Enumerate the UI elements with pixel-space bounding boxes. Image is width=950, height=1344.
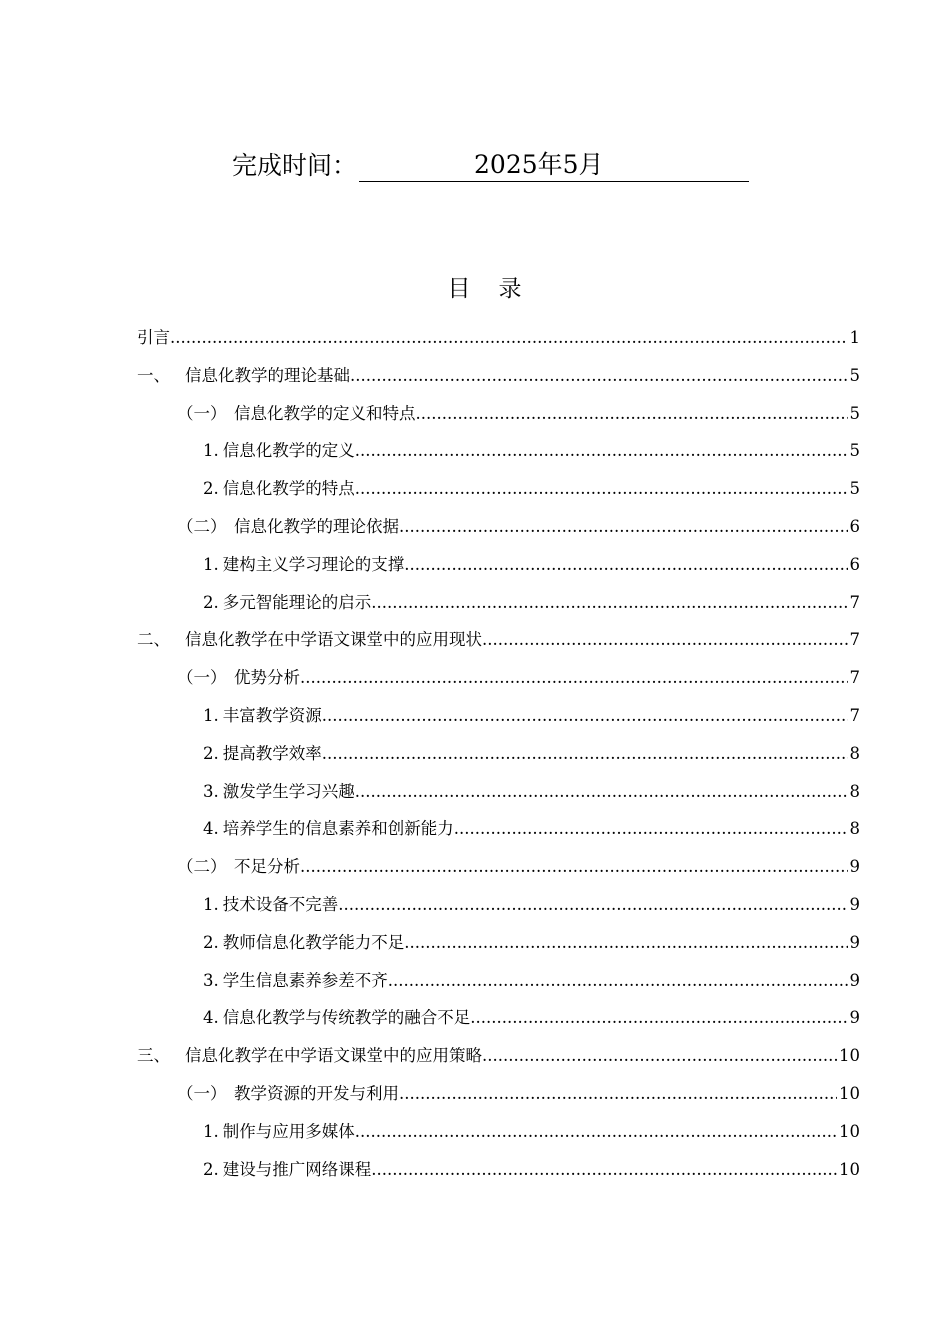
toc-entry-title: 信息化教学的特点 — [222, 479, 355, 499]
toc-entry[interactable] — [137, 817, 860, 855]
completion-time-value: 2025年5月 — [359, 149, 749, 182]
toc-leader-dots — [355, 1120, 837, 1144]
toc-entry[interactable] — [137, 553, 860, 591]
toc-entry[interactable] — [137, 326, 860, 364]
toc-entry[interactable] — [137, 780, 860, 818]
toc-entry-page: 6 — [849, 554, 860, 574]
toc-entry-number: 2. — [203, 932, 219, 952]
toc-entry-page: 5 — [849, 479, 860, 499]
toc-entry-number: 1. — [203, 705, 219, 725]
toc-leader-dots — [399, 515, 848, 539]
toc-entry-title: 多元智能理论的启示 — [222, 592, 372, 612]
toc-entry-title: 信息化教学的理论基础 — [185, 365, 350, 385]
toc-entry-page: 7 — [849, 668, 860, 688]
toc-entry-number: 1. — [203, 441, 219, 461]
toc-entry-page: 7 — [849, 705, 860, 725]
toc-entry-title: 信息化教学与传统教学的融合不足 — [222, 1008, 471, 1028]
toc-leader-dots — [300, 666, 848, 690]
toc-entry-page: 8 — [849, 743, 860, 763]
toc-entry-number: 2. — [203, 479, 219, 499]
toc-entry-number: 4. — [203, 819, 219, 839]
toc-entry-number: （一） — [177, 668, 227, 688]
toc-entry-page: 10 — [839, 1046, 860, 1066]
toc-entry-page: 9 — [849, 932, 860, 952]
toc-leader-dots — [399, 1082, 837, 1106]
toc-leader-dots — [355, 780, 848, 804]
toc-entry-page: 9 — [849, 1008, 860, 1028]
toc-leader-dots — [470, 1006, 847, 1030]
toc-entry[interactable] — [137, 1044, 860, 1082]
toc-entry[interactable] — [137, 969, 860, 1007]
toc-entry-title: 信息化教学的理论依据 — [234, 516, 399, 536]
toc-entry-title: 制作与应用多媒体 — [222, 1121, 355, 1141]
toc-entry[interactable] — [137, 855, 860, 893]
toc-entry[interactable] — [137, 1082, 860, 1120]
toc-entry-title: 建构主义学习理论的支撑 — [222, 554, 405, 574]
toc-entry-title: 信息化教学在中学语文课堂中的应用现状 — [185, 630, 482, 650]
toc-entry[interactable] — [137, 704, 860, 742]
toc-entry-page: 9 — [849, 894, 860, 914]
toc-entry-page: 10 — [839, 1083, 860, 1103]
toc-entry-title: 提高教学效率 — [222, 743, 322, 763]
toc-entry-title: 培养学生的信息素养和创新能力 — [222, 819, 454, 839]
toc-entry-title: 建设与推广网络课程 — [222, 1159, 372, 1179]
toc-leader-dots — [404, 931, 847, 955]
toc-entry-title: 优势分析 — [234, 668, 300, 688]
toc-entry[interactable] — [137, 931, 860, 969]
toc-entry[interactable] — [137, 1120, 860, 1158]
toc-entry-page: 7 — [849, 630, 860, 650]
toc-entry[interactable] — [137, 364, 860, 402]
toc-entry-title: 信息化教学的定义和特点 — [234, 403, 416, 423]
toc-entry[interactable] — [137, 628, 860, 666]
toc-entry-number: 1. — [203, 894, 219, 914]
completion-time-label: 完成时间： — [232, 151, 358, 180]
toc-entry-number: 4. — [203, 1008, 219, 1028]
toc-entry-title: 信息化教学在中学语文课堂中的应用策略 — [185, 1046, 482, 1066]
toc-entry[interactable] — [137, 1158, 860, 1196]
toc-entry-page: 9 — [849, 857, 860, 877]
toc-entry-page: 9 — [849, 970, 860, 990]
toc-entry-number: 3. — [203, 970, 219, 990]
toc-entry-title: 学生信息素养参差不齐 — [222, 970, 388, 990]
toc-leader-dots — [482, 1044, 837, 1068]
toc-entry-page: 8 — [849, 819, 860, 839]
toc-entry-number: 一、 — [137, 365, 170, 385]
toc-leader-dots — [300, 855, 848, 879]
toc-leader-dots — [322, 742, 848, 766]
toc-entry-page: 6 — [849, 516, 860, 536]
toc-entry-title: 教学资源的开发与利用 — [234, 1083, 399, 1103]
toc-entry-number: 二、 — [137, 630, 170, 650]
toc-entry-title: 不足分析 — [234, 857, 300, 877]
toc-entry[interactable] — [137, 893, 860, 931]
table-of-contents — [137, 326, 860, 1195]
toc-leader-dots — [350, 364, 848, 388]
toc-entry-number: 2. — [203, 592, 219, 612]
toc-entry-title: 教师信息化教学能力不足 — [222, 932, 405, 952]
toc-entry-page: 1 — [849, 328, 860, 347]
toc-entry-page: 7 — [849, 592, 860, 612]
toc-entry[interactable] — [137, 591, 860, 629]
toc-title: 目录 — [447, 276, 550, 302]
toc-entry-page: 10 — [839, 1121, 860, 1141]
toc-entry[interactable] — [137, 439, 860, 477]
toc-leader-dots — [338, 893, 847, 917]
toc-leader-dots — [322, 704, 848, 728]
toc-entry-number: （二） — [177, 516, 227, 536]
toc-entry-title: 信息化教学的定义 — [222, 441, 355, 461]
toc-entry-number: 1. — [203, 554, 219, 574]
toc-leader-dots — [482, 628, 848, 652]
toc-leader-dots — [355, 439, 848, 463]
toc-entry-title: 丰富教学资源 — [222, 705, 322, 725]
toc-entry[interactable] — [137, 666, 860, 704]
toc-leader-dots — [371, 1158, 837, 1182]
toc-entry[interactable] — [137, 477, 860, 515]
toc-entry-title: 技术设备不完善 — [222, 894, 339, 914]
toc-entry[interactable] — [137, 742, 860, 780]
toc-entry-number: （二） — [177, 857, 227, 877]
toc-entry[interactable] — [137, 402, 860, 440]
toc-entry-page: 5 — [849, 441, 860, 461]
toc-entry-number: 2. — [203, 1159, 219, 1179]
toc-entry-page: 8 — [849, 781, 860, 801]
toc-leader-dots — [416, 402, 848, 426]
toc-entry-number: （一） — [177, 403, 227, 423]
toc-leader-dots — [404, 553, 847, 577]
toc-entry-number: 三、 — [137, 1046, 170, 1066]
toc-leader-dots — [170, 326, 848, 350]
toc-entry-number: 1. — [203, 1121, 219, 1141]
toc-leader-dots — [371, 591, 847, 615]
toc-entry-title: 引言 — [137, 328, 170, 347]
completion-time — [232, 146, 749, 182]
toc-entry-page: 5 — [849, 365, 860, 385]
toc-leader-dots — [454, 817, 848, 841]
toc-entry-page: 5 — [849, 403, 860, 423]
toc-entry-number: 2. — [203, 743, 219, 763]
toc-entry[interactable] — [137, 1006, 860, 1044]
toc-leader-dots — [388, 969, 848, 993]
toc-entry-number: 3. — [203, 781, 219, 801]
toc-entry-number: （一） — [177, 1083, 227, 1103]
toc-leader-dots — [355, 477, 848, 501]
toc-entry[interactable] — [137, 515, 860, 553]
toc-entry-page: 10 — [839, 1159, 860, 1179]
toc-entry-title: 激发学生学习兴趣 — [222, 781, 355, 801]
